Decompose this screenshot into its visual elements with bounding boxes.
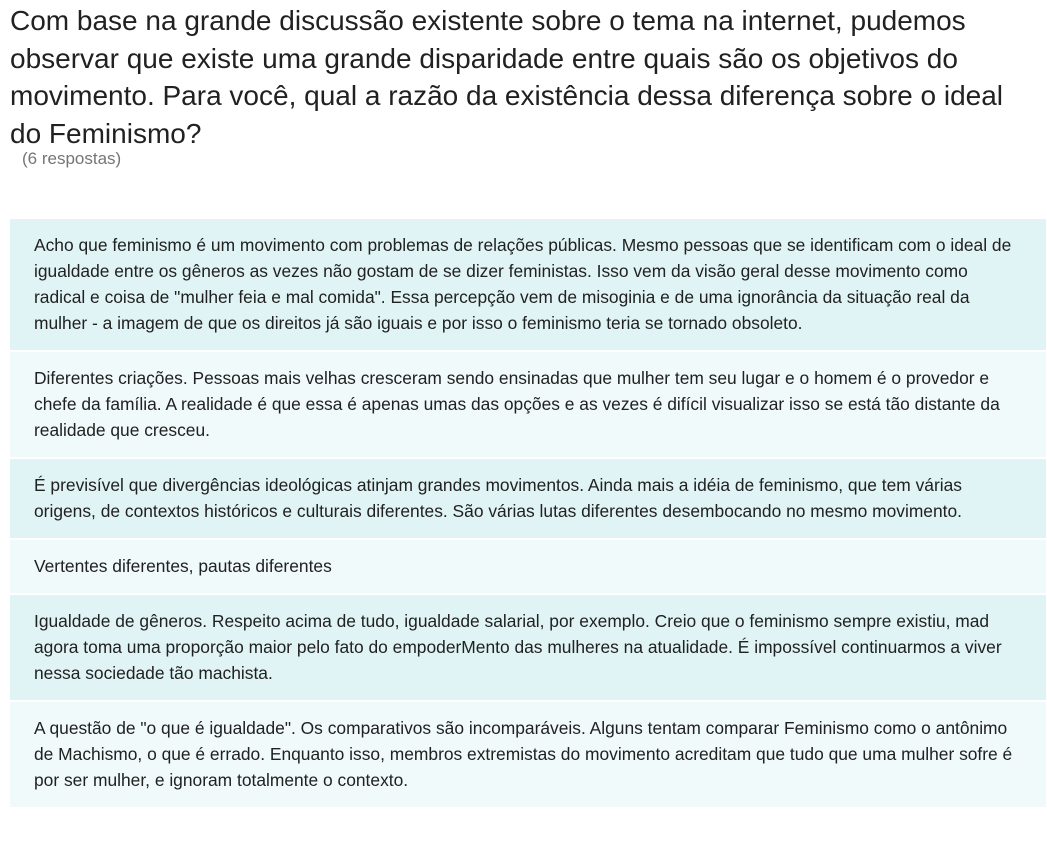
- response-item: É previsível que divergências ideológicas atinjam grandes movimentos. Ainda mais a idéia de feminismo, que tem várias origens, de contextos históricos e culturais diferentes. São várias lutas diferentes desembocando no mesmo movimento.: [10, 459, 1046, 538]
- response-item: Igualdade de gêneros. Respeito acima de tudo, igualdade salarial, por exemplo. Creio que o feminismo sempre existiu, mad agora toma uma proporção maior pelo fato do empoderMento das mulheres na atualidade. É impossível continuarmos a viver nessa sociedade tão machista.: [10, 595, 1046, 700]
- response-item: Acho que feminismo é um movimento com problemas de relações públicas. Mesmo pessoas que se identificam com o ideal de igualdade entre os gêneros as vezes não gostam de se dizer feministas. Isso vem da visão geral desse movimento como radical e coisa de "mulher feia e mal comida". Essa percepção vem de misoginia e de uma ignorância da situação real da mulher - a imagem de que os direitos já são iguais e por isso o feminismo teria se tornado obsoleto.: [10, 219, 1046, 350]
- response-count: (6 respostas): [22, 149, 122, 168]
- response-item: A questão de "o que é igualdade". Os comparativos são incomparáveis. Alguns tentam comparar Feminismo como o antônimo de Machismo, o que é errado. Enquanto isso, membros extremistas do movimento acreditam que tudo que uma mulher sofre é por ser mulher, e ignoram totalmente o contexto.: [10, 702, 1046, 807]
- question-title: Com base na grande discussão existente sobre o tema na internet, pudemos observar que existe uma grande disparidade entre quais são os objetivos do movimento. Para você, qual a razão da existência dessa diferença sobre o ideal do Feminismo?: [10, 5, 1004, 149]
- response-item: Vertentes diferentes, pautas diferentes: [10, 540, 1046, 593]
- response-item: Diferentes criações. Pessoas mais velhas cresceram sendo ensinadas que mulher tem seu lugar e o homem é o provedor e chefe da família. A realidade é que essa é apenas umas das opções e as vezes é difícil visualizar isso se está tão distante da realidade que cresceu.: [10, 352, 1046, 457]
- response-list: [10, 219, 1046, 809]
